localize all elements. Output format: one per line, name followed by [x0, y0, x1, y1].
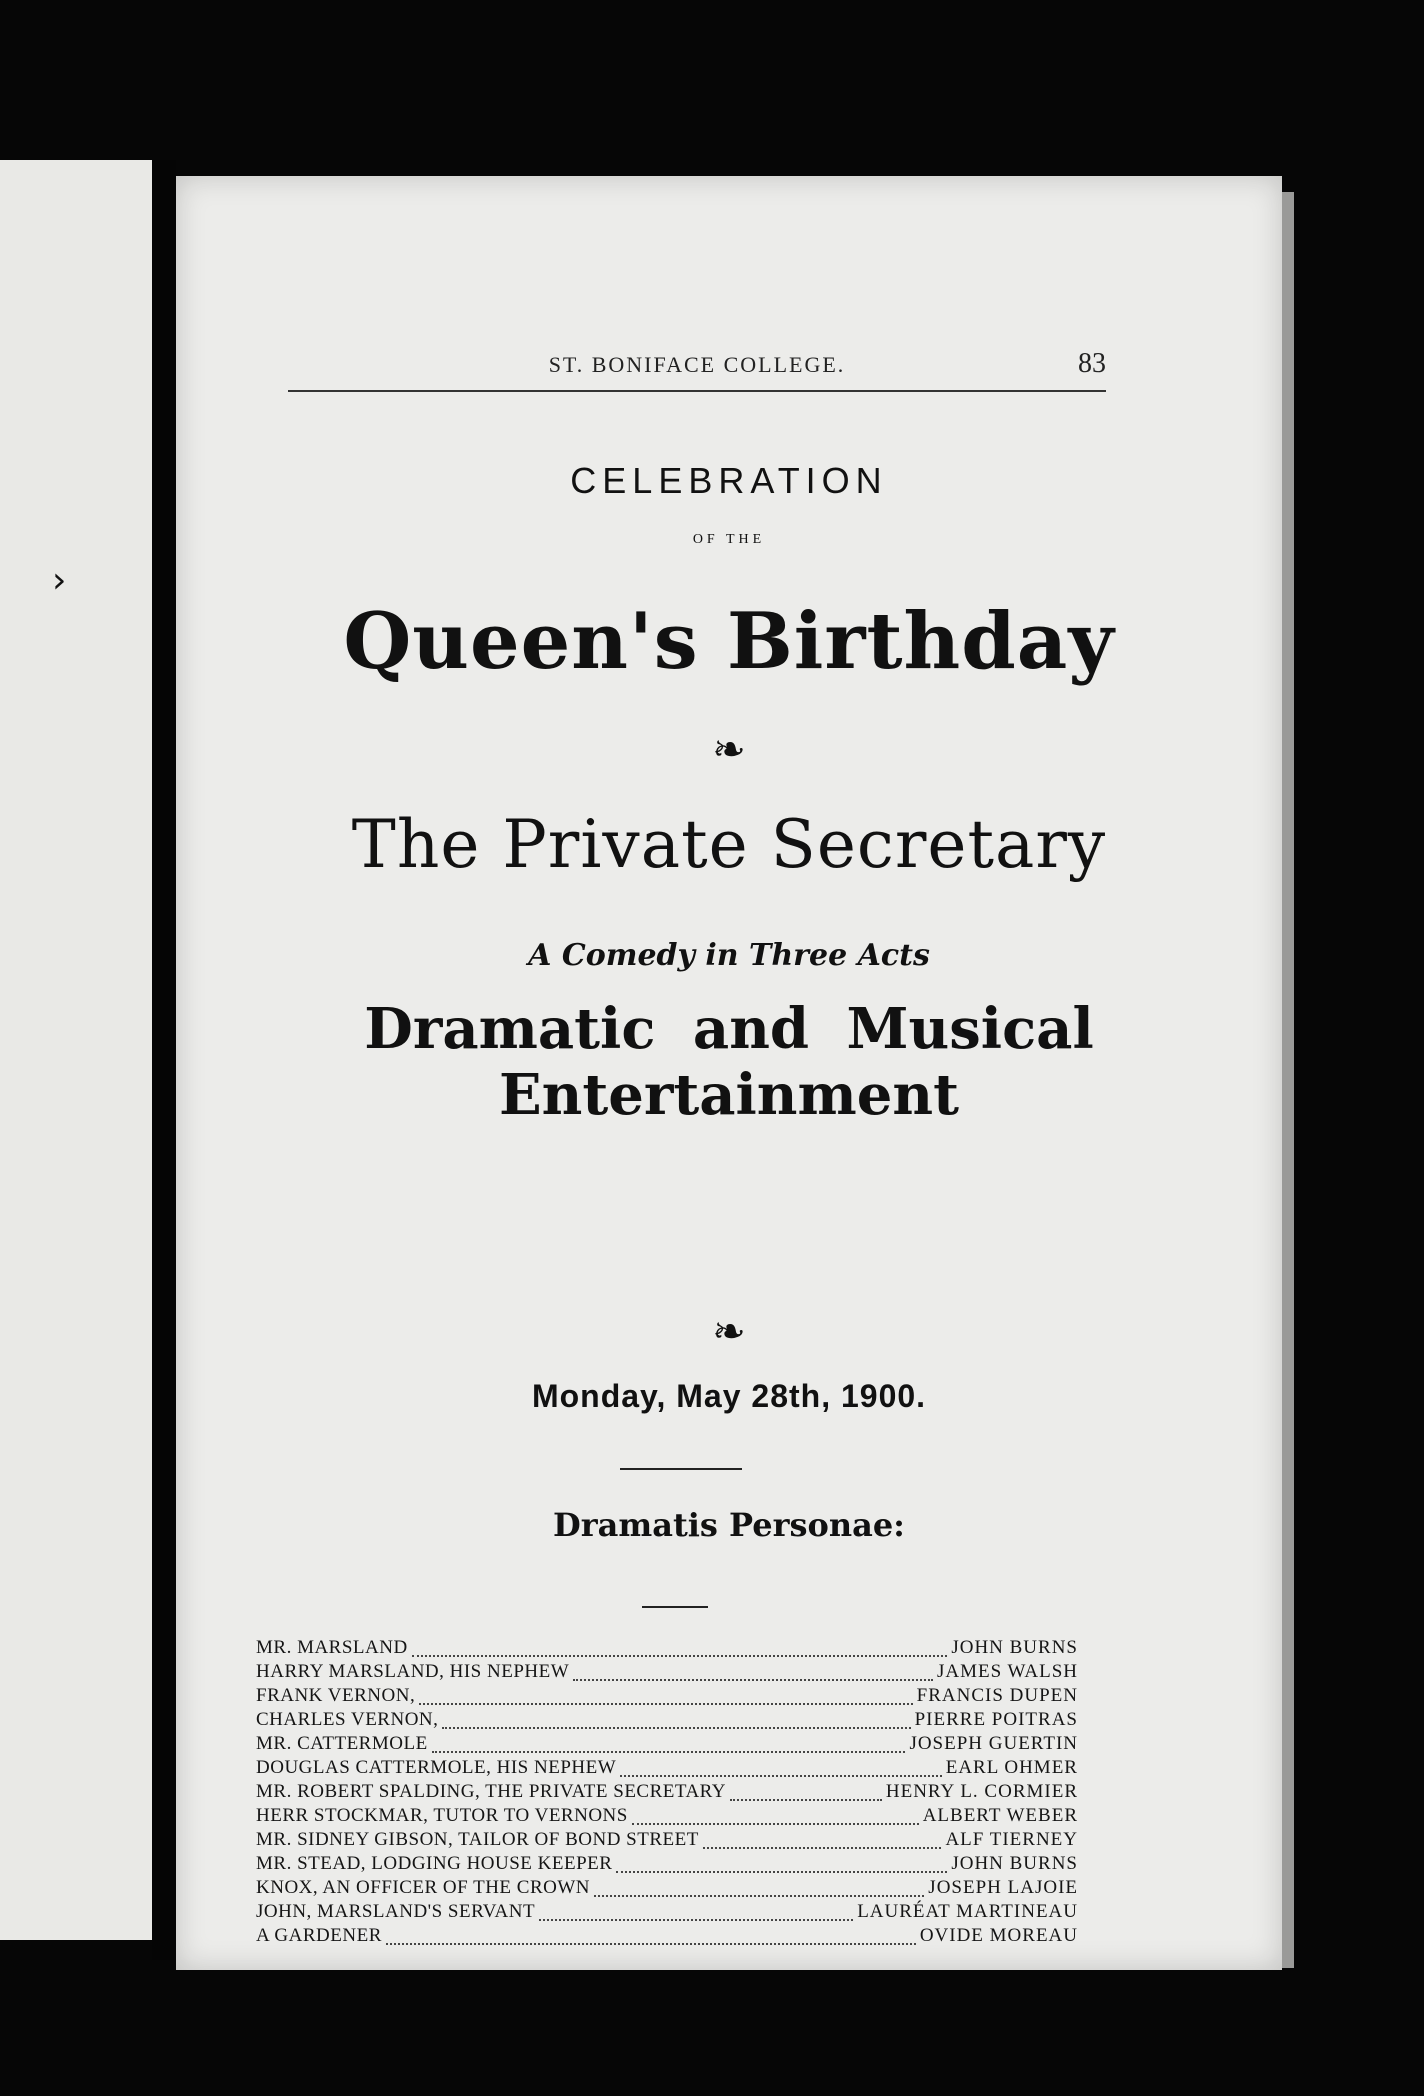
- leader-dots: [632, 1807, 919, 1825]
- cast-row: [256, 1900, 1078, 1924]
- leader-dots: [620, 1759, 942, 1777]
- leader-dots: [730, 1783, 882, 1801]
- left-page: [0, 160, 152, 1940]
- cast-actor: JOSEPH LAJOIE: [928, 1877, 1078, 1898]
- cast-row: [256, 1732, 1078, 1756]
- cast-actor: ALBERT WEBER: [922, 1805, 1078, 1826]
- cast-actor: JOHN BURNS: [951, 1637, 1078, 1658]
- play-title: The Private Secretary: [351, 806, 1107, 883]
- cast-role: HERR STOCKMAR, TUTOR TO VERNONS: [256, 1805, 628, 1826]
- leader-dots: [419, 1687, 912, 1705]
- leader-dots: [539, 1903, 853, 1921]
- cast-row: [256, 1684, 1078, 1708]
- cast-actor: LAURÉAT MARTINEAU: [857, 1901, 1078, 1922]
- cast-row: [256, 1852, 1078, 1876]
- cast-actor: ALF TIERNEY: [945, 1829, 1078, 1850]
- entertainment-heading: Dramatic and Musical Entertainment: [364, 996, 1094, 1128]
- cast-row: [256, 1804, 1078, 1828]
- book-gutter: [152, 160, 176, 1960]
- running-header: [288, 348, 1106, 392]
- cast-row: [256, 1708, 1078, 1732]
- leaf-ornament-icon: ❧: [712, 727, 746, 772]
- cast-row: [256, 1756, 1078, 1780]
- cast-role: MR. CATTERMOLE: [256, 1733, 428, 1754]
- cast-list: [256, 1636, 1078, 1948]
- cast-role: KNOX, AN OFFICER OF THE CROWN: [256, 1877, 591, 1898]
- event-date: Monday, May 28th, 1900.: [531, 1378, 927, 1414]
- cast-role: MR. ROBERT SPALDING, THE PRIVATE SECRETARY: [256, 1781, 727, 1802]
- cast-row: [256, 1876, 1078, 1900]
- leader-dots: [442, 1711, 910, 1729]
- cast-actor: HENRY L. CORMIER: [885, 1781, 1078, 1802]
- document-page: [176, 176, 1282, 1970]
- cast-role: MR. SIDNEY GIBSON, TAILOR OF BOND STREET: [256, 1829, 699, 1850]
- cast-actor: JAMES WALSH: [936, 1661, 1078, 1682]
- celebration-heading: CELEBRATION: [570, 460, 888, 501]
- cast-row: [256, 1636, 1078, 1660]
- queens-birthday-title: Queen's Birthday: [343, 596, 1115, 687]
- leader-dots: [703, 1831, 942, 1849]
- divider: [620, 1468, 742, 1470]
- cast-actor: OVIDE MOREAU: [919, 1925, 1078, 1946]
- cast-role: DOUGLAS CATTERMOLE, HIS NEPHEW: [256, 1757, 617, 1778]
- leader-dots: [432, 1735, 906, 1753]
- page-number: 83: [1078, 348, 1106, 379]
- cast-actor: JOHN BURNS: [951, 1853, 1078, 1874]
- cast-actor: FRANCIS DUPEN: [916, 1685, 1078, 1706]
- leader-dots: [386, 1927, 916, 1945]
- cast-role: HARRY MARSLAND, HIS NEPHEW: [256, 1661, 570, 1682]
- cast-row: [256, 1660, 1078, 1684]
- dramatis-personae-heading: Dramatis Personae:: [553, 1506, 905, 1544]
- header-title: ST. BONIFACE COLLEGE.: [548, 352, 846, 377]
- leader-dots: [594, 1879, 924, 1897]
- of-the-text: OF THE: [692, 532, 766, 547]
- cast-role: MR. MARSLAND: [256, 1637, 408, 1658]
- cast-row: [256, 1828, 1078, 1852]
- leaf-ornament-icon: ❧: [712, 1309, 746, 1354]
- cast-actor: JOSEPH GUERTIN: [909, 1733, 1078, 1754]
- play-subtitle: A Comedy in Three Acts: [528, 938, 930, 973]
- leader-dots: [616, 1855, 947, 1873]
- cast-role: MR. STEAD, LODGING HOUSE KEEPER: [256, 1853, 613, 1874]
- cast-role: A GARDENER: [256, 1925, 382, 1946]
- cast-role: FRANK VERNON,: [256, 1685, 416, 1706]
- left-page-mark: ›: [52, 560, 67, 601]
- cast-role: CHARLES VERNON,: [256, 1709, 439, 1730]
- cast-actor: PIERRE POITRAS: [914, 1709, 1078, 1730]
- cast-role: JOHN, MARSLAND'S SERVANT: [256, 1901, 536, 1922]
- page-edge: [1282, 192, 1294, 1968]
- cast-row: [256, 1924, 1078, 1948]
- leader-dots: [412, 1639, 948, 1657]
- leader-dots: [573, 1663, 933, 1681]
- cast-row: [256, 1780, 1078, 1804]
- divider: [642, 1606, 708, 1608]
- cast-actor: EARL OHMER: [945, 1757, 1078, 1778]
